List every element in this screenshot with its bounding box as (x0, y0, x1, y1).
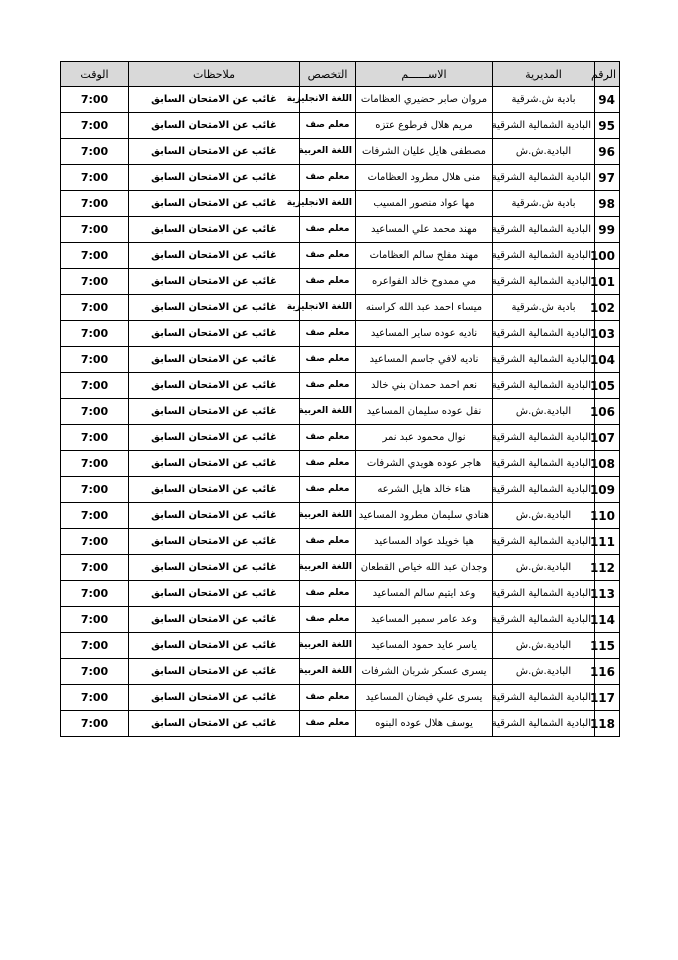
row-number: 100 (595, 243, 620, 269)
row-specialty: معلم صف (300, 269, 356, 295)
table-row (61, 529, 620, 555)
row-notes: غائب عن الامتحان السابق (129, 347, 300, 373)
row-specialty: اللغة العربية (300, 139, 356, 165)
row-notes: غائب عن الامتحان السابق (129, 711, 300, 737)
row-notes: غائب عن الامتحان السابق (129, 633, 300, 659)
row-notes: غائب عن الامتحان السابق (129, 113, 300, 139)
row-specialty: معلم صف (300, 451, 356, 477)
row-time: 7:00 (61, 373, 129, 399)
row-directorate: البادية الشمالية الشرقية (493, 711, 595, 737)
row-notes: غائب عن الامتحان السابق (129, 659, 300, 685)
row-directorate: بادية ش.شرقية (493, 295, 595, 321)
row-time: 7:00 (61, 295, 129, 321)
table-row (61, 269, 620, 295)
row-notes: غائب عن الامتحان السابق (129, 87, 300, 113)
row-specialty: معلم صف (300, 165, 356, 191)
row-specialty: معلم صف (300, 529, 356, 555)
row-time: 7:00 (61, 269, 129, 295)
row-number: 96 (595, 139, 620, 165)
row-number: 115 (595, 633, 620, 659)
row-notes: غائب عن الامتحان السابق (129, 165, 300, 191)
table-row (61, 87, 620, 113)
row-notes: غائب عن الامتحان السابق (129, 607, 300, 633)
table-row (61, 113, 620, 139)
row-name: يوسف هلال عوده البنوه (356, 711, 493, 737)
row-directorate: البادية الشمالية الشرقية (493, 607, 595, 633)
row-name: نوال محمود عبد نمر (356, 425, 493, 451)
table-row (61, 139, 620, 165)
row-time: 7:00 (61, 477, 129, 503)
row-specialty: معلم صف (300, 581, 356, 607)
row-directorate: البادية الشمالية الشرقية (493, 581, 595, 607)
row-specialty: اللغة الانجليزية (300, 87, 356, 113)
table-row (61, 399, 620, 425)
row-specialty: معلم صف (300, 425, 356, 451)
table-row (61, 425, 620, 451)
row-directorate: البادية الشمالية الشرقية (493, 477, 595, 503)
row-directorate: البادية.ش.ش (493, 659, 595, 685)
row-directorate: البادية الشمالية الشرقية (493, 347, 595, 373)
row-time: 7:00 (61, 165, 129, 191)
row-directorate: البادية الشمالية الشرقية (493, 425, 595, 451)
row-specialty: اللغة العربية (300, 555, 356, 581)
table-row (61, 373, 620, 399)
row-notes: غائب عن الامتحان السابق (129, 529, 300, 555)
row-notes: غائب عن الامتحان السابق (129, 399, 300, 425)
header-row (61, 62, 620, 87)
row-specialty: معلم صف (300, 373, 356, 399)
row-number: 118 (595, 711, 620, 737)
row-specialty: معلم صف (300, 477, 356, 503)
row-number: 94 (595, 87, 620, 113)
row-specialty: اللغة العربية (300, 633, 356, 659)
table-row (61, 165, 620, 191)
row-specialty: معلم صف (300, 711, 356, 737)
row-name: ميساء احمد عبد الله كراسنه (356, 295, 493, 321)
row-directorate: البادية.ش.ش (493, 139, 595, 165)
row-time: 7:00 (61, 139, 129, 165)
header-name: الاســــــم (356, 62, 493, 87)
row-name: منى هلال مطرود العظامات (356, 165, 493, 191)
row-name: ناديه لافي جاسم المساعيد (356, 347, 493, 373)
row-notes: غائب عن الامتحان السابق (129, 139, 300, 165)
row-directorate: البادية الشمالية الشرقية (493, 321, 595, 347)
row-number: 114 (595, 607, 620, 633)
table-row (61, 477, 620, 503)
row-directorate: البادية.ش.ش (493, 633, 595, 659)
row-time: 7:00 (61, 607, 129, 633)
row-number: 97 (595, 165, 620, 191)
row-time: 7:00 (61, 399, 129, 425)
row-name: وعد ايتيم سالم المساعيد (356, 581, 493, 607)
row-notes: غائب عن الامتحان السابق (129, 217, 300, 243)
row-time: 7:00 (61, 633, 129, 659)
row-directorate: البادية الشمالية الشرقية (493, 529, 595, 555)
row-name: يسرى عسكر شربان الشرفات (356, 659, 493, 685)
row-time: 7:00 (61, 503, 129, 529)
header-specialty: التخصص (300, 62, 356, 87)
table-row (61, 555, 620, 581)
row-notes: غائب عن الامتحان السابق (129, 555, 300, 581)
header-time: الوقت (61, 62, 129, 87)
row-directorate: بادية ش.شرقية (493, 87, 595, 113)
table-row (61, 685, 620, 711)
row-notes: غائب عن الامتحان السابق (129, 191, 300, 217)
row-number: 101 (595, 269, 620, 295)
table-row (61, 347, 620, 373)
row-name: مي ممدوح خالد الفواعره (356, 269, 493, 295)
row-name: هنادي سليمان مطرود المساعيد (356, 503, 493, 529)
row-name: نعم احمد حمدان بني خالد (356, 373, 493, 399)
row-directorate: البادية.ش.ش (493, 503, 595, 529)
row-number: 105 (595, 373, 620, 399)
row-specialty: اللغة العربية (300, 399, 356, 425)
row-specialty: اللغة الانجليزية (300, 191, 356, 217)
row-name: مهند محمد علي المساعيد (356, 217, 493, 243)
row-number: 104 (595, 347, 620, 373)
row-number: 116 (595, 659, 620, 685)
row-notes: غائب عن الامتحان السابق (129, 269, 300, 295)
row-time: 7:00 (61, 113, 129, 139)
row-directorate: البادية.ش.ش (493, 399, 595, 425)
row-notes: غائب عن الامتحان السابق (129, 373, 300, 399)
candidates-table (60, 61, 620, 737)
table-row (61, 217, 620, 243)
table-row (61, 581, 620, 607)
row-name: هاجر عوده هويدي الشرفات (356, 451, 493, 477)
row-directorate: البادية الشمالية الشرقية (493, 113, 595, 139)
row-name: وعد عامر سمير المساعيد (356, 607, 493, 633)
row-number: 110 (595, 503, 620, 529)
header-notes: ملاحظات (129, 62, 300, 87)
row-notes: غائب عن الامتحان السابق (129, 451, 300, 477)
row-time: 7:00 (61, 217, 129, 243)
row-number: 108 (595, 451, 620, 477)
row-specialty: معلم صف (300, 347, 356, 373)
row-directorate: البادية الشمالية الشرقية (493, 165, 595, 191)
row-notes: غائب عن الامتحان السابق (129, 477, 300, 503)
row-directorate: البادية الشمالية الشرقية (493, 373, 595, 399)
row-notes: غائب عن الامتحان السابق (129, 503, 300, 529)
row-number: 95 (595, 113, 620, 139)
row-name: مها عواد منصور المسيب (356, 191, 493, 217)
row-directorate: البادية الشمالية الشرقية (493, 217, 595, 243)
row-time: 7:00 (61, 347, 129, 373)
table-row (61, 451, 620, 477)
row-time: 7:00 (61, 711, 129, 737)
row-number: 103 (595, 321, 620, 347)
row-number: 117 (595, 685, 620, 711)
row-specialty: معلم صف (300, 607, 356, 633)
row-notes: غائب عن الامتحان السابق (129, 425, 300, 451)
table-row (61, 659, 620, 685)
row-time: 7:00 (61, 685, 129, 711)
row-number: 112 (595, 555, 620, 581)
row-specialty: اللغة العربية (300, 503, 356, 529)
row-name: ياسر عايد حمود المساعيد (356, 633, 493, 659)
table-row (61, 295, 620, 321)
row-time: 7:00 (61, 581, 129, 607)
table-row (61, 321, 620, 347)
table-row (61, 633, 620, 659)
row-specialty: معلم صف (300, 113, 356, 139)
row-name: هناء خالد هايل الشرعه (356, 477, 493, 503)
row-name: يسرى علي فيضان المساعيد (356, 685, 493, 711)
row-time: 7:00 (61, 87, 129, 113)
row-notes: غائب عن الامتحان السابق (129, 321, 300, 347)
row-specialty: معلم صف (300, 217, 356, 243)
header-directorate: المديرية (493, 62, 595, 87)
row-name: وجدان عبد الله خياص القطعان (356, 555, 493, 581)
row-directorate: البادية الشمالية الشرقية (493, 685, 595, 711)
row-name: نفل عوده سليمان المساعيد (356, 399, 493, 425)
row-time: 7:00 (61, 243, 129, 269)
header-number: الرقم (595, 62, 620, 87)
row-name: مصطفى هايل عليان الشرفات (356, 139, 493, 165)
row-directorate: بادية ش.شرقية (493, 191, 595, 217)
row-number: 102 (595, 295, 620, 321)
row-notes: غائب عن الامتحان السابق (129, 295, 300, 321)
row-notes: غائب عن الامتحان السابق (129, 581, 300, 607)
row-time: 7:00 (61, 191, 129, 217)
row-name: مهند مفلح سالم العظامات (356, 243, 493, 269)
row-directorate: البادية الشمالية الشرقية (493, 269, 595, 295)
row-directorate: البادية الشمالية الشرقية (493, 451, 595, 477)
row-number: 113 (595, 581, 620, 607)
row-time: 7:00 (61, 425, 129, 451)
table-row (61, 191, 620, 217)
table-row (61, 607, 620, 633)
row-specialty: اللغة العربية (300, 659, 356, 685)
row-time: 7:00 (61, 659, 129, 685)
row-name: مروان صابر حضيري العظامات (356, 87, 493, 113)
row-time: 7:00 (61, 451, 129, 477)
table-row (61, 503, 620, 529)
row-number: 98 (595, 191, 620, 217)
row-number: 107 (595, 425, 620, 451)
row-specialty: معلم صف (300, 685, 356, 711)
row-notes: غائب عن الامتحان السابق (129, 243, 300, 269)
row-number: 111 (595, 529, 620, 555)
row-specialty: معلم صف (300, 243, 356, 269)
table-row (61, 711, 620, 737)
row-number: 99 (595, 217, 620, 243)
row-notes: غائب عن الامتحان السابق (129, 685, 300, 711)
row-time: 7:00 (61, 529, 129, 555)
row-name: ناديه عوده ساير المساعيد (356, 321, 493, 347)
row-number: 109 (595, 477, 620, 503)
row-directorate: البادية الشمالية الشرقية (493, 243, 595, 269)
row-specialty: معلم صف (300, 321, 356, 347)
row-time: 7:00 (61, 321, 129, 347)
table-row (61, 243, 620, 269)
row-specialty: اللغة الانجليزية (300, 295, 356, 321)
row-directorate: البادية.ش.ش (493, 555, 595, 581)
row-name: مريم هلال فرطوع عتزه (356, 113, 493, 139)
row-name: هيا خويلد عواد المساعيد (356, 529, 493, 555)
table-body (61, 87, 620, 737)
row-time: 7:00 (61, 555, 129, 581)
row-number: 106 (595, 399, 620, 425)
